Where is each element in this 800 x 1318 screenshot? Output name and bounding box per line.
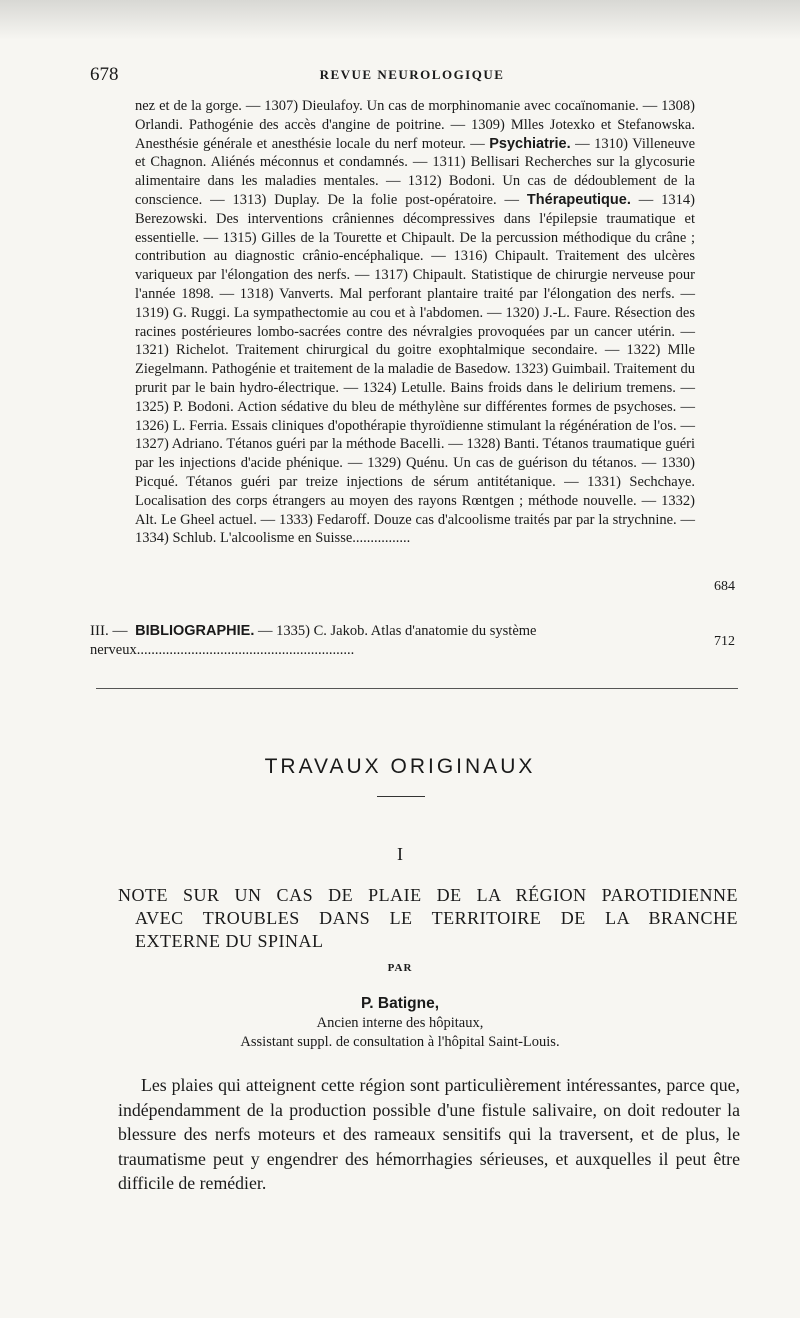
journal-title: REVUE NEUROLOGIQUE [319,67,505,82]
table-of-contents-block [135,97,695,548]
bibliography-page-ref: 712 [714,634,735,649]
article-number: I [397,844,403,864]
bibliography-text: — 1335) C. Jakob. Atlas d'anatomie du système nerveux............................................................ [90,623,537,658]
section-heading: TRAVAUX ORIGINAUX [264,755,536,778]
article-title [118,884,738,953]
toc-paragraph [135,97,695,548]
article-body-paragraph: Les plaies qui atteignent cette région sont particulièrement intéressantes, parce que, indépendamment de la production possible d'une fistule salivaire, on doit redouter la blessure des nerfs moteurs et des rameaux sensitifs qui la traversent, et de plus, le traumatisme peut y engendrer des hémorrhagies sérieuses, et auxquelles il peut être difficile de remédier. [118,1075,740,1194]
toc-text-1: nez et de la gorge. — 1307) Dieulafoy. Un cas de morphinomanie avec cocaïnomanie. — 1308) Orlandi. Pathogénie des accès d'angine de poitrine. — 1309) Mlles Jotexko et Stefanowska. Anesthésie générale et anesthésie locale du nerf moteur. — [135,98,695,152]
toc-text-3: — 1314) Berezowski. Des interventions crâniennes décompressives dans l'épilepsie traumatique et essentielle. — 1315) Gilles de la Tourette et Chipault. De la percussion méthodique du crâne ; contribution au diagnostic crânio-encéphalique. — 1316) Chipault. Traitement des ulcères variqueux par l'élongation des nerfs. — 1317) Chipault. Statistique de chirurgie nerveuse pour l'année 1898. — 1318) Vanverts. Mal perforant plantaire traité par l'élongation des nerfs. — 1319) G. Ruggi. La sympathectomie au cou et à l'abdomen. — 1320) J.-L. Faure. Résection des racines postérieures lombo-sacrées contre des névralgies provoquées par un cancer utérin. — 1321) Richelot. Traitement chirurgical du goitre exophtalmique secondaire. — 1322) Mlle Ziegelmann. Pathogénie et traitement de la maladie de Basedow. 1323) Guimbail. Traitement du prurit par le bain hydro-électrique. — 1324) Letulle. Bains froids dans le delirium tremens. — 1325) P. Bodoni. Action sédative du bleu de méthylène sur différentes formes de psychoses. — 1326) L. Ferria. Essais cliniques d'opothérapie thyroïdienne stimulant la régénération de l'os. — 1327) Adriano. Tétanos guéri par la méthode Bacelli. — 1328) Banti. Tétanos traumatique guéri par les injections d'acide phénique. — 1329) Quénu. Un cas de guérison du tétanos. — 1330) Picqué. Tétanos guéri par treize injections de sérum antitétanique. — 1331) Sechchaye. Localisation des corps étrangers au moyen des rayons Rœntgen ; méthode nouvelle. — 1332) Alt. Le Gheel actuel. — 1333) Fedaroff. Douze cas d'alcoolisme traités par par la strychnine. — 1334) Schlub. L'alcoolisme en Suisse................ [135,191,695,547]
byline-par: PAR [387,962,413,974]
article-title-line: AVEC TROUBLES DANS LE TERRITOIRE DE LA BRANCHE [135,908,738,928]
heading-underline [377,796,425,797]
page-number: 678 [90,64,119,85]
running-head [90,64,734,88]
page-edge-shadow [0,0,800,40]
section-divider [96,688,738,689]
bibliography-label: BIBLIOGRAPHIE. [135,623,255,639]
toc-heading-psychiatrie: Psychiatrie. [489,135,571,152]
author-affiliation: Ancien interne des hôpitaux, [316,1015,484,1031]
author-affiliation: Assistant suppl. de consultation à l'hôpital Saint-Louis. [240,1034,560,1050]
bibliography-entry [90,622,695,660]
author-name: P. Batigne, [360,995,440,1012]
toc-page-ref: 684 [714,579,735,594]
article-title-line: NOTE SUR UN CAS DE PLAIE DE LA RÉGION PAROTIDIENNE [118,885,738,905]
bibliography-section-number: III. — [90,623,128,639]
toc-heading-therapeutique: Thérapeutique. [526,191,631,208]
toc-text-2: — 1310) Villeneuve et Chagnon. Aliénés méconnus et condamnés. — 1311) Bellisari Recherches sur la glycosurie alimentaire dans les maladies mentales. — 1312) Bodoni. Un cas de dédoublement de la conscience. — 1313) Duplay. De la folie post-opératoire. — [135,135,696,208]
article-title-line: EXTERNE DU SPINAL [135,931,324,951]
